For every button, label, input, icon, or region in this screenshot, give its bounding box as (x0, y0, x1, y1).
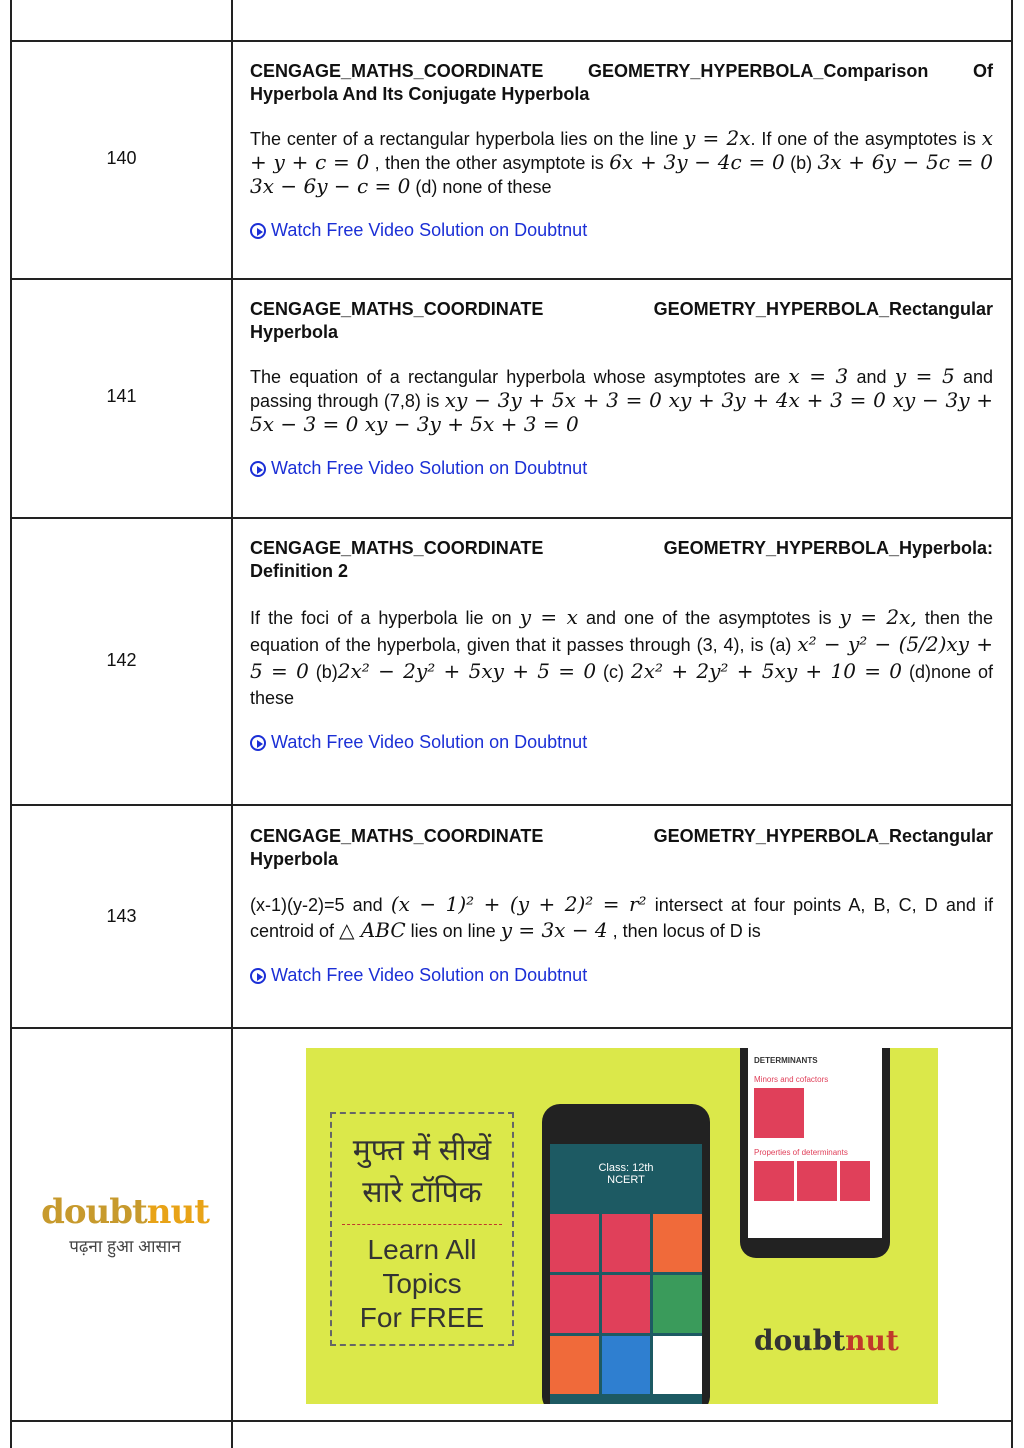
question-title: CENGAGE_MATHS_COORDINATE GEOMETRY_HYPERBOLA_Hyperbola: Definition 2 (250, 538, 993, 581)
row-divider (10, 1027, 1013, 1029)
topic-tile (550, 1336, 599, 1394)
topic-tile (602, 1336, 651, 1394)
promo-separator (342, 1224, 502, 1225)
question-cell (250, 537, 993, 754)
concept-card (754, 1161, 794, 1201)
topic-tile (653, 1214, 702, 1272)
promo-english-line2: Topics (382, 1268, 462, 1299)
phone-screen (550, 1144, 702, 1404)
question-text: If the foci of a hyperbola lie on y = x and one of the asymptotes is y = 2x, then the equation of the hyperbola, given that it passes through (3, 4), is (a) x² − y² − (5/2)xy + 5 = 0 (b)2x² − 2y² + 5xy + 5 = 0 (c) 2x² + 2y² + 5xy + 10 = 0 (d)none of these (250, 605, 994, 708)
promo-banner[interactable] (306, 1048, 938, 1404)
play-icon (250, 735, 266, 751)
question-text: The center of a rectangular hyperbola lies on the line y = 2x. If one of the asymptotes is x + y + c = 0 , then the other asymptote is 6x + 3y − 4c = 0 (b) 3x + 6y − 5c = 0 3x − 6y − c = 0 (d) none of these (250, 126, 993, 198)
play-icon (250, 461, 266, 477)
phone-screen-2 (748, 1048, 882, 1238)
phone2-item: Minors and cofactors (754, 1075, 829, 1084)
play-icon (250, 223, 266, 239)
phone-mockup (542, 1104, 710, 1404)
logo-tagline: पढ़ना हुआ आसान (69, 1237, 181, 1256)
topic-tile (602, 1214, 651, 1272)
concept-card (754, 1088, 804, 1138)
question-text: (x-1)(y-2)=5 and (x − 1)² + (y + 2)² = r² intersect at four points A, B, C, D and if centroid of △ ABC lies on line y = 3x − 4 , then locus of D is (250, 892, 994, 942)
topic-tile (550, 1275, 599, 1333)
topic-tile (550, 1214, 599, 1272)
column-divider (231, 0, 233, 1448)
topic-grid (550, 1214, 702, 1394)
logo-wordmark: doubtnut (41, 1192, 209, 1232)
question-cell (250, 298, 993, 480)
banner-logo: doubtnut (754, 1324, 899, 1357)
question-cell (250, 60, 993, 242)
play-icon (250, 968, 266, 984)
row-divider (10, 40, 1013, 42)
promo-hindi-line2: सारे टॉपिक (362, 1176, 482, 1209)
doubtnut-logo (30, 1192, 220, 1257)
promo-text-box (330, 1112, 514, 1346)
question-number: 140 (106, 148, 137, 168)
question-title: CENGAGE_MATHS_COORDINATE GEOMETRY_HYPERBOLA_Rectangular Hyperbola (250, 299, 993, 342)
video-solution-link[interactable]: Watch Free Video Solution on Doubtnut (250, 731, 993, 754)
promo-hindi-line1: मुफ्त में सीखें (352, 1134, 492, 1167)
question-title: CENGAGE_MATHS_COORDINATE GEOMETRY_HYPERBOLA_Rectangular Hyperbola (250, 826, 993, 869)
row-divider (10, 517, 1013, 519)
phone2-title: DETERMINANTS (754, 1056, 818, 1065)
question-number: 143 (106, 906, 137, 926)
phone-screen-subtitle: NCERT (607, 1174, 645, 1186)
video-solution-link[interactable]: Watch Free Video Solution on Doubtnut (250, 457, 993, 480)
question-text: The equation of a rectangular hyperbola whose asymptotes are x = 3 and y = 5 and passing through (7,8) is xy − 3y + 5x + 3 = 0 xy + 3y + 4x + 3 = 0 xy − 3y + 5x − 3 = 0 xy − 3y + 5x + 3 = 0 (250, 364, 994, 436)
question-title: CENGAGE_MATHS_COORDINATE GEOMETRY_HYPERBOLA_Comparison Of Hyperbola And Its Conjugate Hyperbola (250, 61, 993, 104)
phone-mockup-2 (740, 1048, 890, 1258)
video-solution-link[interactable]: Watch Free Video Solution on Doubtnut (250, 219, 993, 242)
concept-card (840, 1161, 870, 1201)
phone-screen-title: Class: 12th (598, 1162, 654, 1174)
topic-tile (653, 1275, 702, 1333)
topic-tile (653, 1336, 702, 1394)
question-number: 142 (106, 650, 137, 670)
video-solution-link[interactable]: Watch Free Video Solution on Doubtnut (250, 964, 993, 987)
promo-english-line3: For FREE (359, 1302, 485, 1333)
row-divider (10, 1420, 1013, 1422)
topic-tile (602, 1275, 651, 1333)
phone2-item: Properties of determinants (754, 1148, 848, 1157)
row-divider (10, 804, 1013, 806)
promo-english-line1: Learn All (367, 1234, 477, 1265)
question-cell (250, 825, 993, 987)
row-divider (10, 278, 1013, 280)
question-number: 141 (106, 386, 137, 406)
concept-card (797, 1161, 837, 1201)
